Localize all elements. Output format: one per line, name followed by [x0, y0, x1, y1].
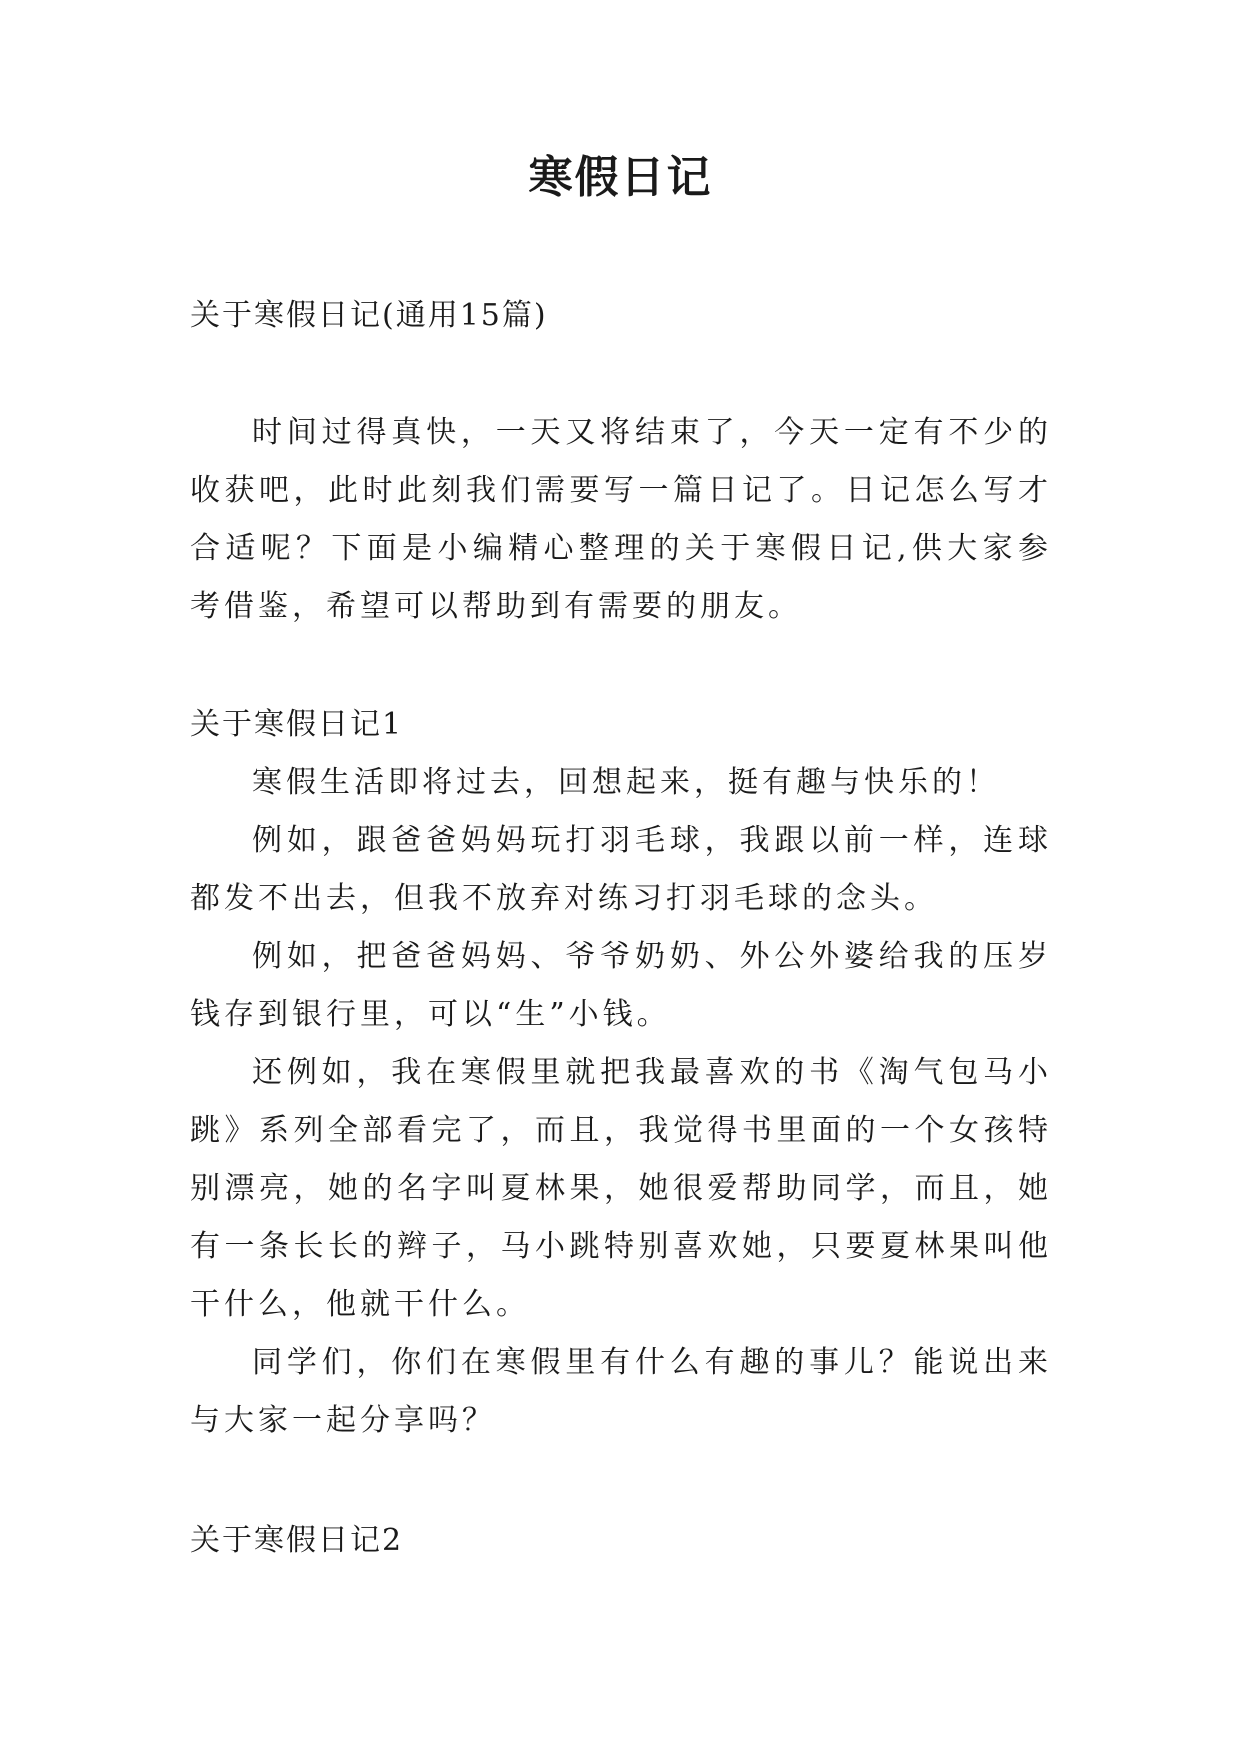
document-title: 寒假日记 [528, 152, 713, 203]
diary-section-1 [190, 696, 1052, 1450]
intro-paragraph: 时间过得真快，一天又将结束了，今天一定有不少的收获吧，此时此刻我们需要写一篇日记了。日记怎么写才合适呢？下面是小编精心整理的关于寒假日记,供大家参考借鉴，希望可以帮助到有需要的朋友。 [190, 415, 1052, 624]
document-subtitle: 关于寒假日记(通用15篇) [190, 298, 548, 333]
section-heading: 关于寒假日记2 [190, 1523, 404, 1558]
section-paragraph: 还例如，我在寒假里就把我最喜欢的书《淘气包马小跳》系列全部看完了，而且，我觉得书里面的一个女孩特别漂亮，她的名字叫夏林果，她很爱帮助同学，而且，她有一条长长的辫子，马小跳特别喜欢她，只要夏林果叫他干什么，他就干什么。 [190, 1055, 1052, 1322]
section-paragraph: 例如，跟爸爸妈妈玩打羽毛球，我跟以前一样，连球都发不出去，但我不放弃对练习打羽毛球的念头。 [190, 823, 1052, 916]
section-heading: 关于寒假日记1 [190, 707, 404, 742]
section-paragraph: 同学们，你们在寒假里有什么有趣的事儿？能说出来与大家一起分享吗？ [190, 1345, 1052, 1438]
document-body [190, 287, 1052, 1570]
section-paragraph: 寒假生活即将过去，回想起来，挺有趣与快乐的！ [252, 765, 1000, 800]
section-paragraph: 例如，把爸爸妈妈、爷爷奶奶、外公外婆给我的压岁钱存到银行里，可以“生”小钱。 [190, 939, 1052, 1032]
diary-section-2 [190, 1512, 1052, 1570]
